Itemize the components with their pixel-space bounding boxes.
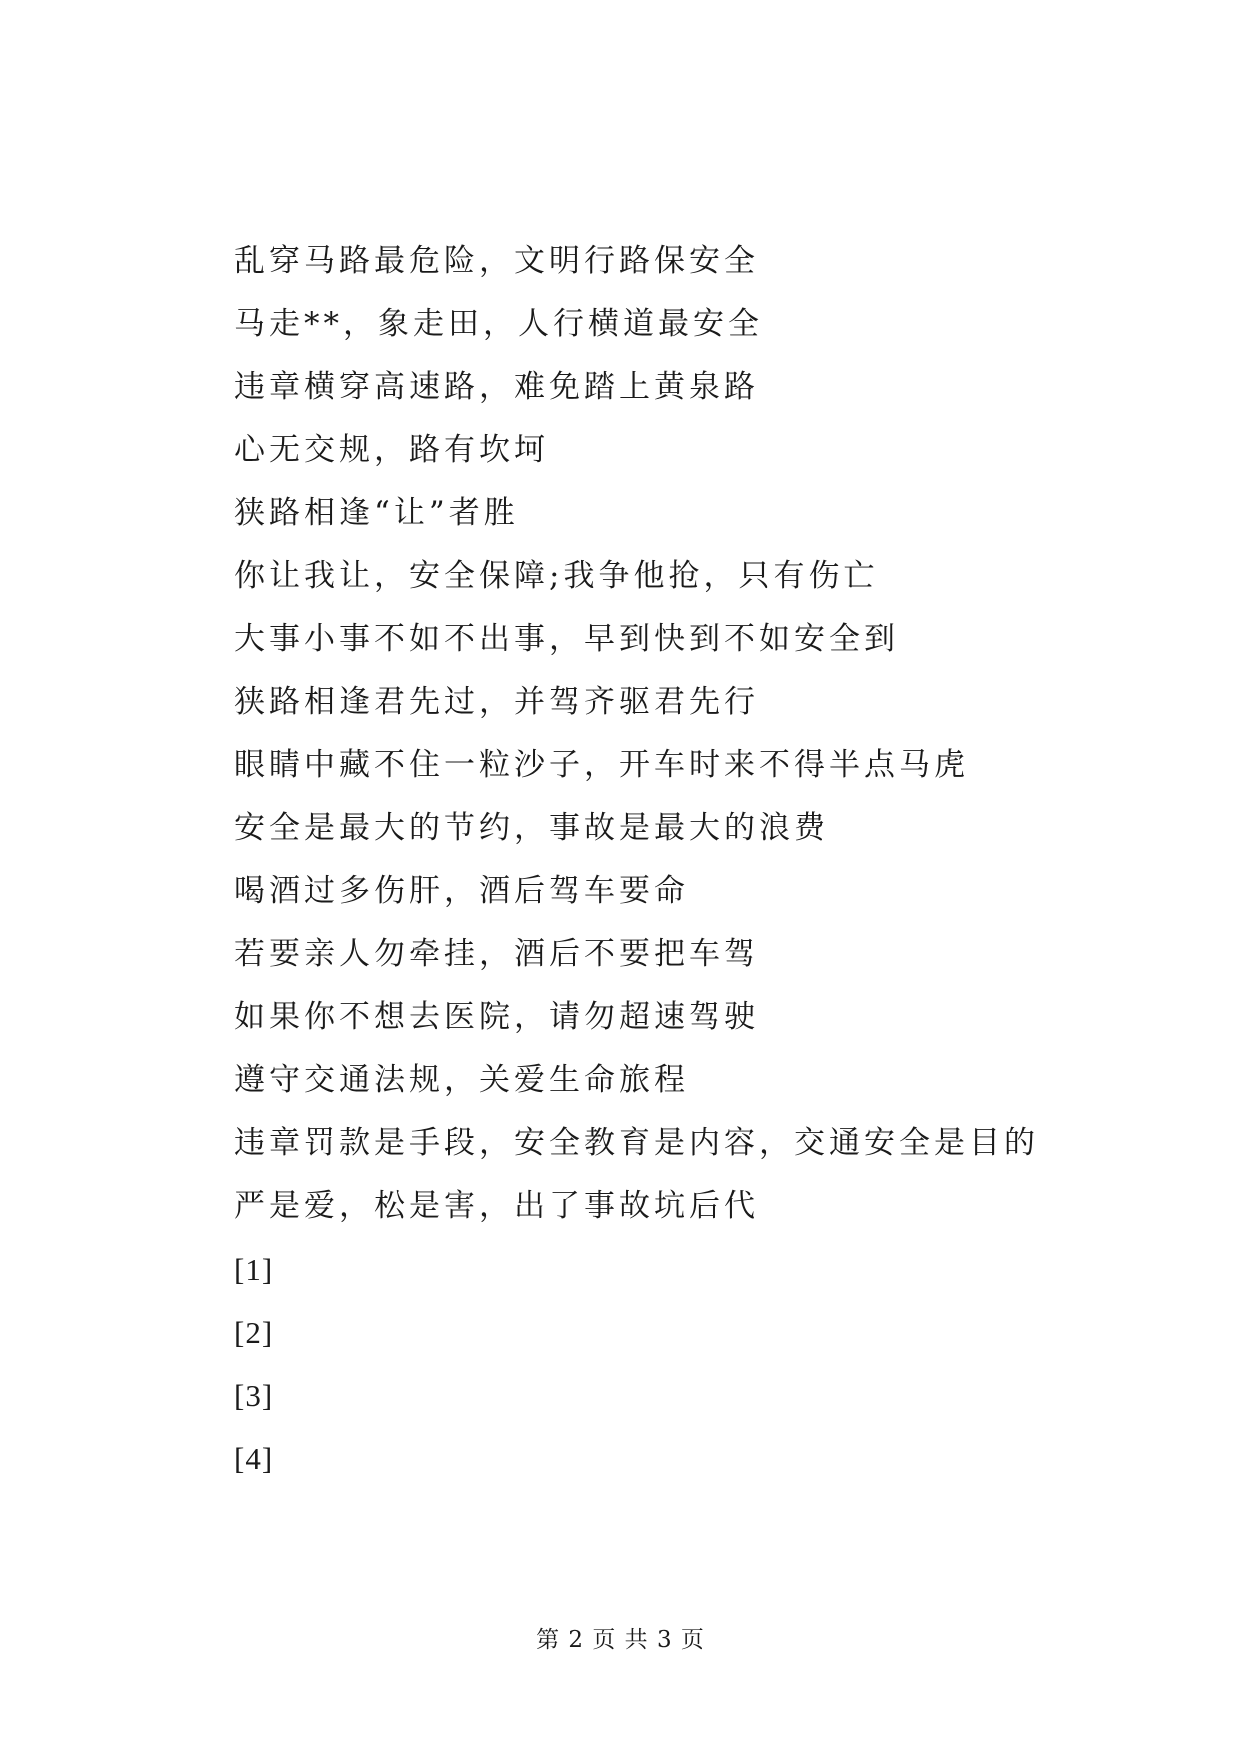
slogan-line-7: 大事小事不如不出事，早到快到不如安全到: [234, 621, 899, 657]
reference-marker-3: [3]: [234, 1378, 274, 1413]
slogan-line-9: 眼睛中藏不住一粒沙子，开车时来不得半点马虎: [234, 747, 969, 783]
slogan-line-13: 如果你不想去医院，请勿超速驾驶: [234, 999, 759, 1035]
slogan-line-8: 狭路相逢君先过，并驾齐驱君先行: [234, 684, 759, 720]
slogan-line-6: 你让我让，安全保障;我争他抢，只有伤亡: [234, 558, 879, 594]
slogan-line-11: 喝酒过多伤肝，酒后驾车要命: [234, 873, 689, 909]
slogan-line-14: 遵守交通法规，关爱生命旅程: [234, 1062, 689, 1098]
page-number-footer: 第 2 页 共 3 页: [536, 1627, 705, 1653]
slogan-line-5: 狭路相逢“让”者胜: [234, 495, 519, 531]
slogan-line-15: 违章罚款是手段，安全教育是内容，交通安全是目的: [234, 1125, 1039, 1161]
slogan-line-12: 若要亲人勿牵挂，酒后不要把车驾: [234, 936, 759, 972]
document-body: [234, 230, 1094, 1490]
reference-marker-2: [2]: [234, 1315, 274, 1350]
slogan-line-1: 乱穿马路最危险，文明行路保安全: [234, 243, 759, 279]
reference-marker-1: [1]: [234, 1252, 274, 1287]
slogan-line-4: 心无交规，路有坎坷: [234, 432, 549, 468]
slogan-line-16: 严是爱，松是害，出了事故坑后代: [234, 1188, 759, 1224]
reference-marker-4: [4]: [234, 1441, 274, 1476]
slogan-line-3: 违章横穿高速路，难免踏上黄泉路: [234, 369, 759, 405]
slogan-line-2: 马走**，象走田，人行横道最安全: [234, 306, 763, 342]
slogan-line-10: 安全是最大的节约，事故是最大的浪费: [234, 810, 829, 846]
